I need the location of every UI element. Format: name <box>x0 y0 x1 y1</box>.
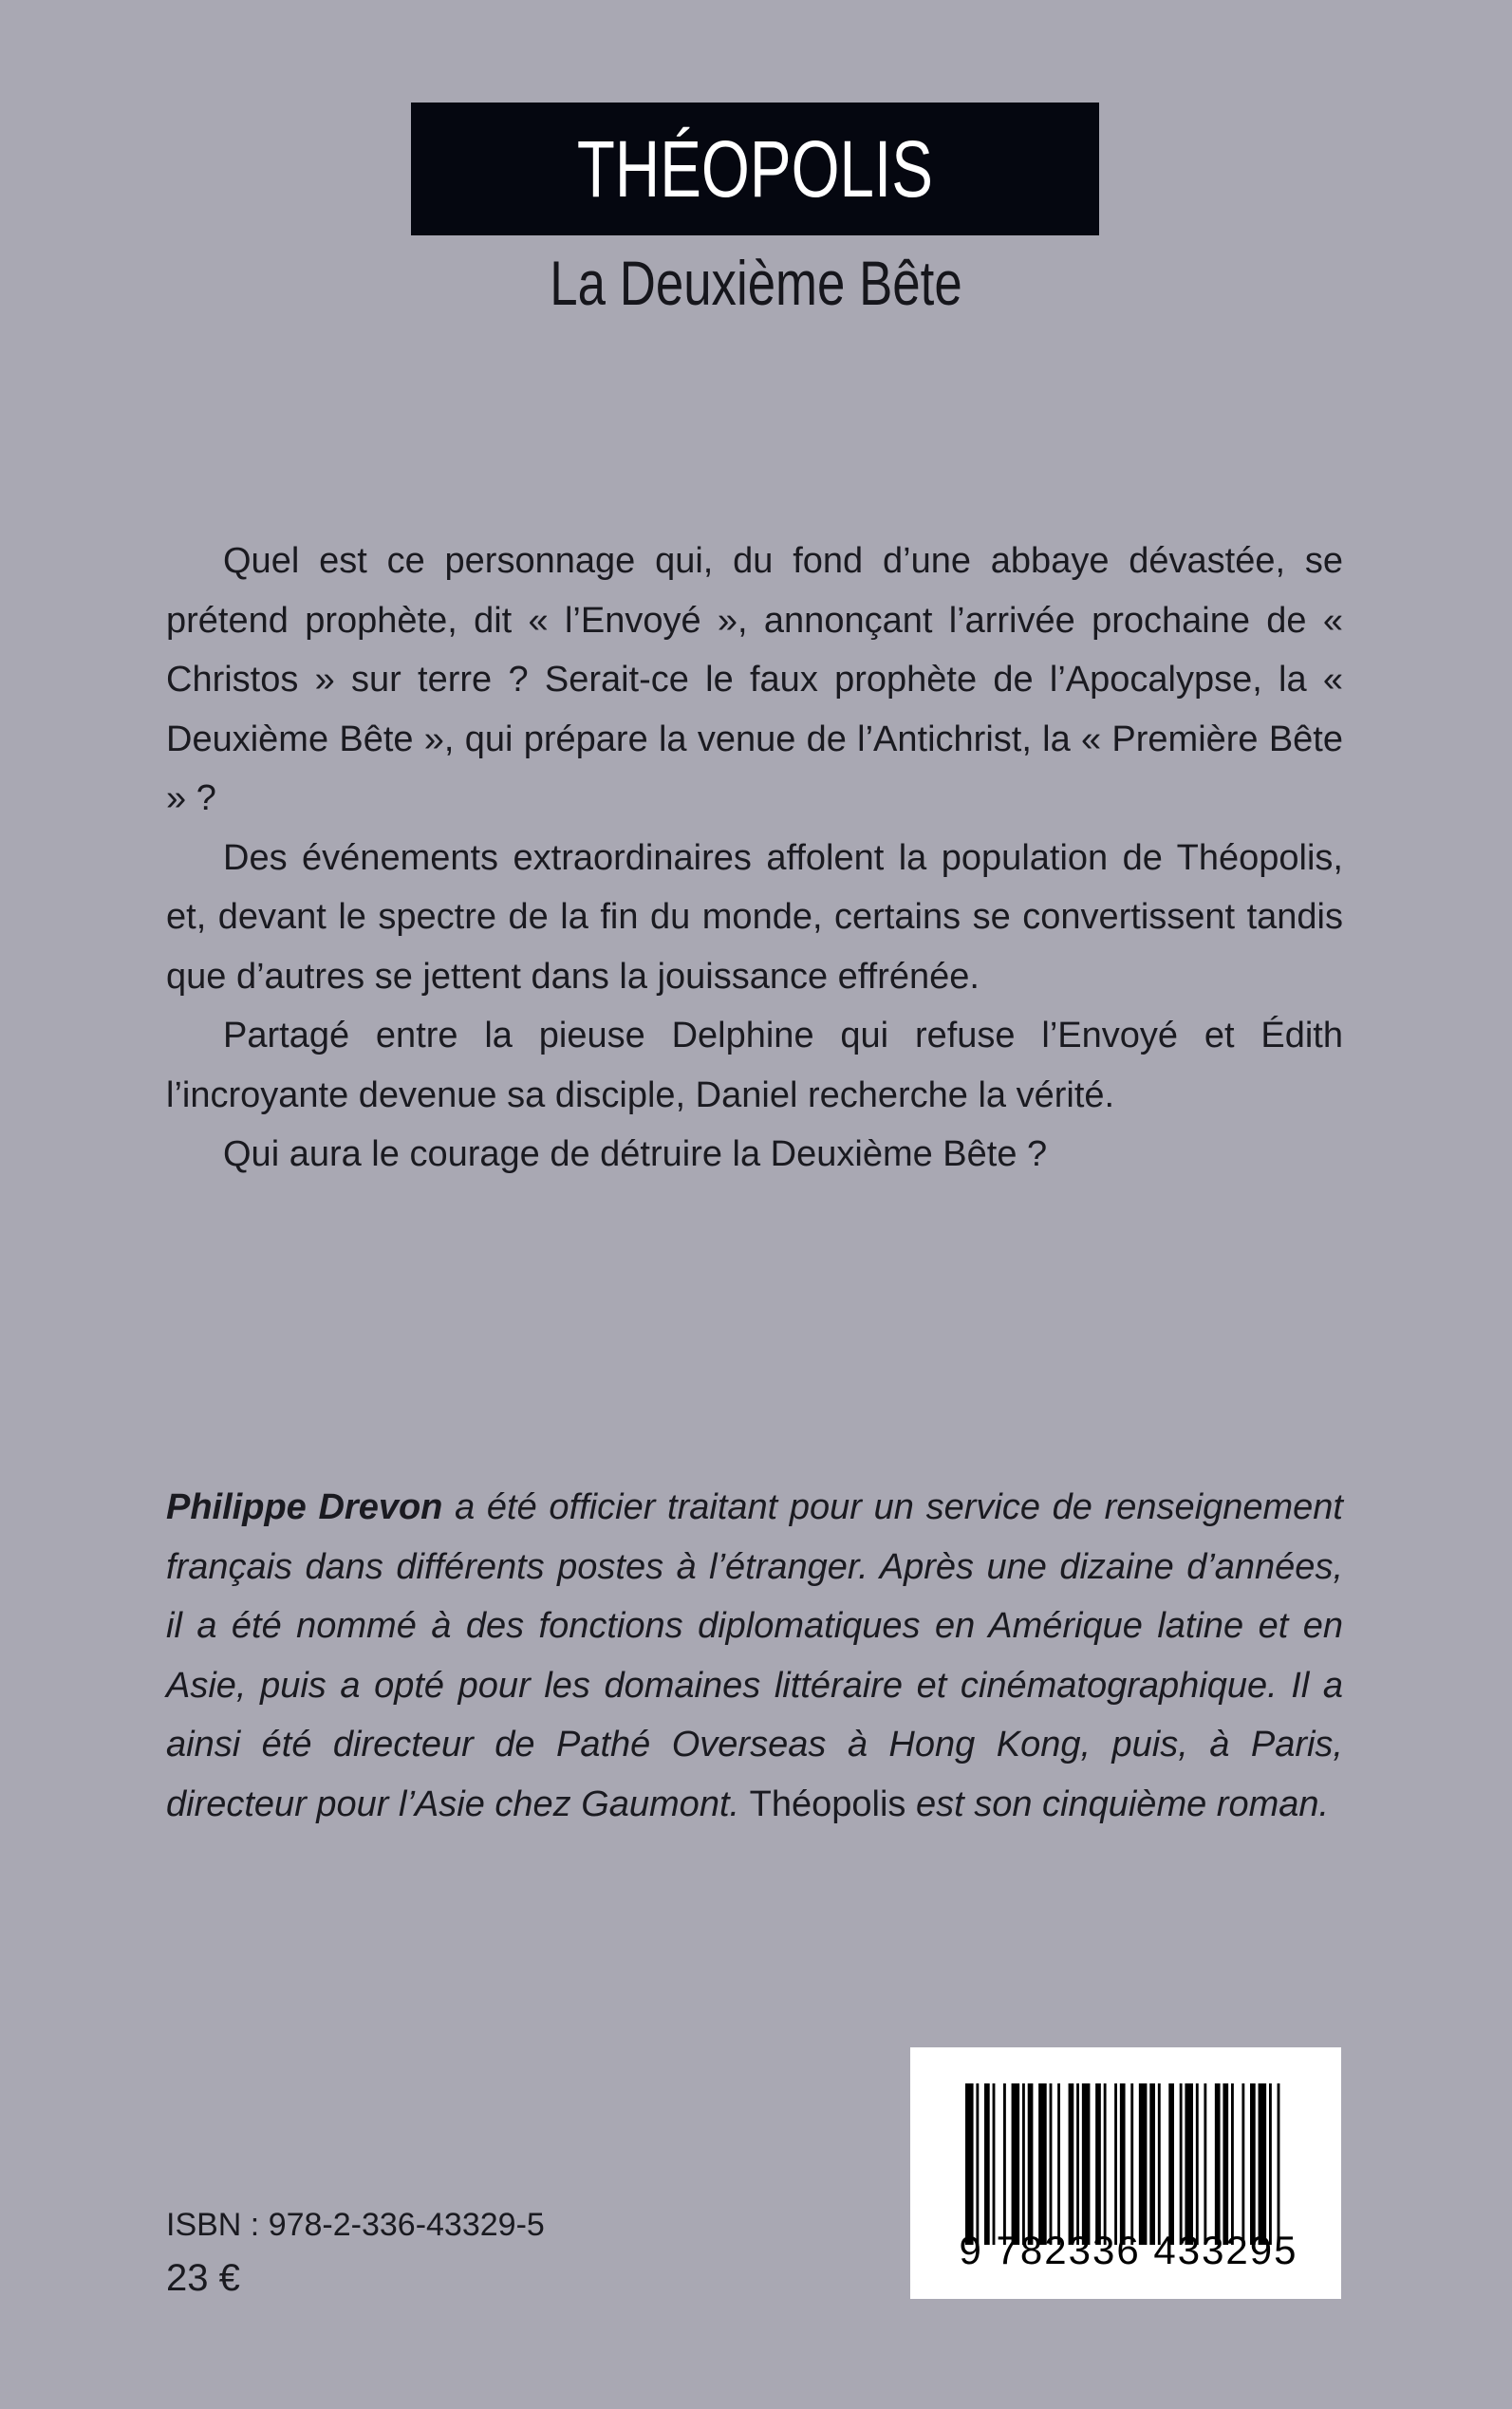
barcode-bar-19 <box>1139 2083 1148 2245</box>
blurb <box>166 532 1343 1185</box>
barcode-bar-18 <box>1130 2083 1133 2245</box>
barcode-bar-12 <box>1076 2083 1079 2245</box>
barcode-bar-11 <box>1069 2083 1074 2245</box>
barcode-bar-4 <box>1003 2083 1006 2245</box>
barcode-bar-2 <box>984 2083 990 2245</box>
barcode-bar-10 <box>1057 2083 1060 2245</box>
isbn: ISBN : 978-2-336-43329-5 <box>166 2207 545 2243</box>
barcode-bar-26 <box>1204 2083 1206 2245</box>
barcode-bar-25 <box>1196 2083 1199 2245</box>
author-bio <box>166 1478 1343 1834</box>
barcode-bar-6 <box>1022 2083 1025 2245</box>
book-subtitle <box>0 248 1512 318</box>
barcode-bar-30 <box>1241 2083 1244 2245</box>
barcode-bar-33 <box>1269 2083 1272 2245</box>
barcode-bar-20 <box>1149 2083 1155 2245</box>
barcode-bar-1 <box>976 2083 979 2245</box>
barcode-bar-3 <box>993 2083 996 2245</box>
barcode-bar-9 <box>1050 2083 1053 2245</box>
barcode-bar-23 <box>1180 2083 1183 2245</box>
barcode-bar-28 <box>1223 2083 1228 2245</box>
barcode-box <box>910 2047 1341 2299</box>
barcode-bar-13 <box>1082 2083 1091 2245</box>
barcode-bar-7 <box>1028 2083 1034 2245</box>
author-name: Philippe Drevon <box>166 1487 443 1527</box>
barcode-bar-24 <box>1185 2083 1193 2245</box>
price: 23 € <box>166 2257 240 2299</box>
bio-text-2: est son cinquième roman. <box>905 1783 1330 1824</box>
barcode-bar-31 <box>1250 2083 1256 2245</box>
barcode-bar-29 <box>1231 2083 1234 2245</box>
bio-text-1: a été officier traitant pour un service de renseignement français dans différents postes à l’étranger. Après une dizaine d’années, il a été nommé à des fonctions diplomatiques en Amérique latine et en Asie, puis a opté pour les domaines littéraire et cinématographique. Il a ainsi été directeur de Pathé Overseas à Hong Kong, puis, à Paris, directeur pour l’Asie chez Gaumont. <box>166 1487 1343 1824</box>
blurb-paragraph-2: Des événements extraordinaires affolent la population de Théopolis, et, devant le spectre de la fin du monde, certains se convertissent tandis que d’autres se jettent dans la jouissance effrénée. <box>166 837 1343 997</box>
barcode-bar-32 <box>1259 2083 1267 2245</box>
barcode-bar-34 <box>1278 2083 1280 2245</box>
barcode-bar-22 <box>1168 2083 1174 2245</box>
blurb-paragraph-1: Quel est ce personnage qui, du fond d’une abbaye dévastée, se prétend prophète, dit « l’Envoyé », annonçant l’arrivée prochaine de « Christos » sur terre ? Serait-ce le faux prophète de l’Apocalypse, la « Deuxième Bête », qui prépare la venue de l’Antichrist, la « Première Bête » ? <box>166 541 1343 818</box>
barcode-bar-5 <box>1012 2083 1020 2245</box>
barcode-bar-15 <box>1104 2083 1107 2245</box>
title-box <box>411 103 1099 235</box>
barcode-bar-27 <box>1215 2083 1221 2245</box>
book-subtitle-text: La Deuxième Bête <box>550 248 962 318</box>
barcode-bar-16 <box>1114 2083 1117 2245</box>
barcode-bar-0 <box>965 2083 974 2245</box>
bio-book-title: Théopolis <box>749 1783 906 1824</box>
barcode-digits: 9 782336 433295 <box>959 2228 1298 2272</box>
blurb-paragraph-4: Qui aura le courage de détruire la Deuxième Bête ? <box>223 1134 1048 1174</box>
blurb-paragraph-3: Partagé entre la pieuse Delphine qui refuse l’Envoyé et Édith l’incroyante devenue sa disciple, Daniel recherche la vérité. <box>166 1016 1343 1115</box>
barcode-icon <box>965 2083 1288 2245</box>
barcode-bar-21 <box>1158 2083 1161 2245</box>
barcode-bar-14 <box>1095 2083 1101 2245</box>
book-title: THÉOPOLIS <box>576 124 934 214</box>
barcode-bar-17 <box>1120 2083 1126 2245</box>
barcode-bar-8 <box>1038 2083 1047 2245</box>
